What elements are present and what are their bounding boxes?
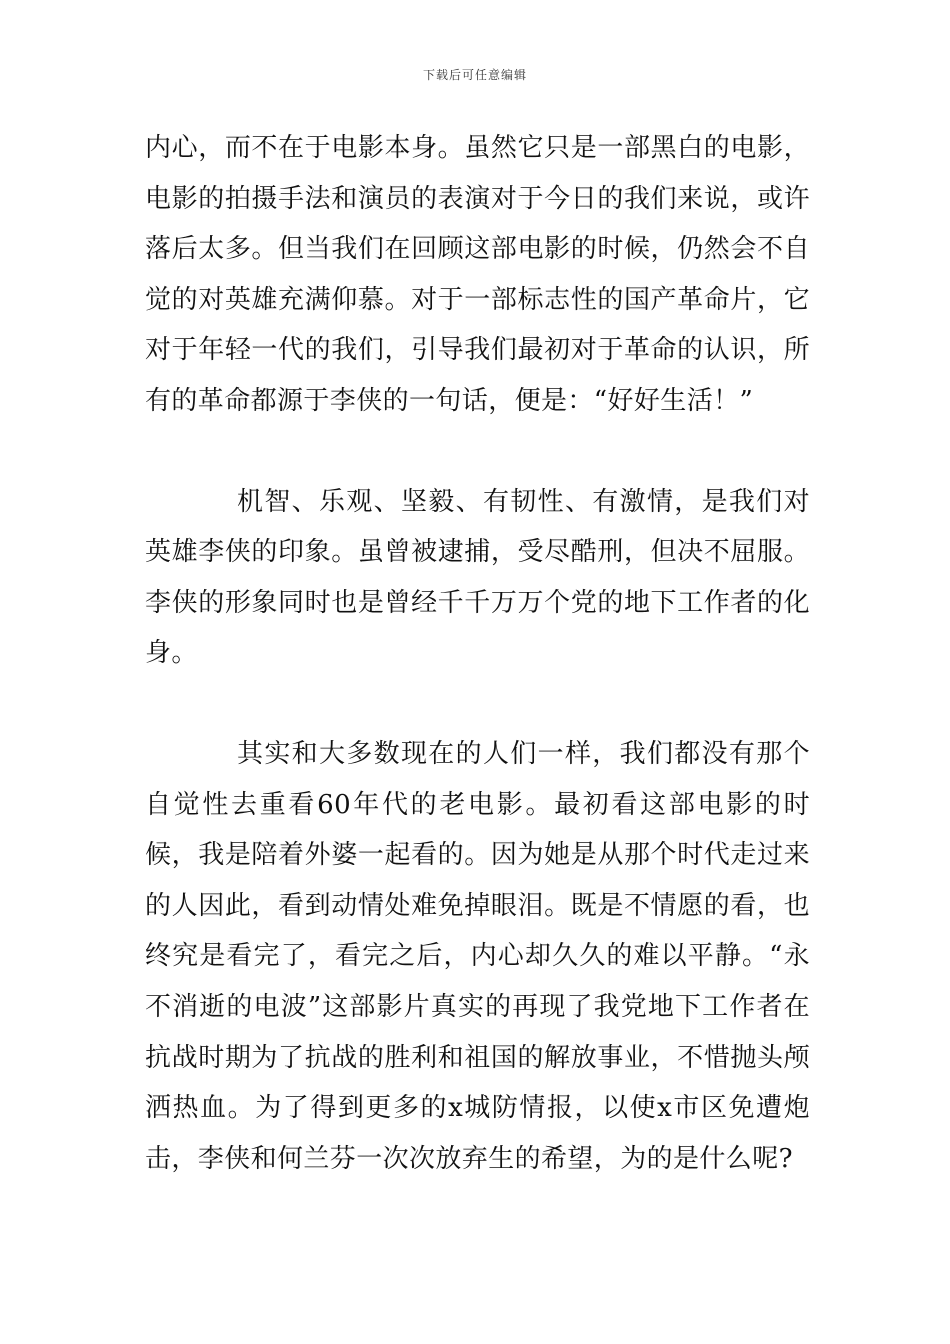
paragraph-1: 内心，而不在于电影本身。虽然它只是一部黑白的电影，电影的拍摄手法和演员的表演对于今日的我们来说，或许落后太多。但当我们在回顾这部电影的时候，仍然会不自觉的对英雄充满仰慕。对于一部标志性的国产革命片，它对于年轻一代的我们，引导我们最初对于革命的认识，所有的革命都源于李侠的一句话，便是：“好好生活！” xyxy=(145,133,810,416)
paragraph-gap xyxy=(145,679,810,729)
paragraph-2: 机智、乐观、坚毅、有韧性、有激情，是我们对英雄李侠的印象。虽曾被逮捕，受尽酷刑，但决不屈服。李侠的形象同时也是曾经千千万万个党的地下工作者的化身。 xyxy=(145,486,810,669)
document-body xyxy=(145,123,810,1184)
paragraph-gap xyxy=(145,427,810,477)
paragraph-3: 其实和大多数现在的人们一样，我们都没有那个自觉性去重看60年代的老电影。最初看这部电影的时候，我是陪着外婆一起看的。因为她是从那个时代走过来的人因此，看到动情处难免掉眼泪。既是不情愿的看，也终究是看完了，看完之后，内心却久久的难以平静。“永不消逝的电波”这部影片真实的再现了我党地下工作者在抗战时期为了抗战的胜利和祖国的解放事业，不惜抛头颅洒热血。为了得到更多的x城防情报，以使x市区免遭炮击，李侠和何兰芬一次次放弃生的希望，为的是什么呢? xyxy=(145,738,810,1174)
page-header: 下载后可任意编辑 xyxy=(422,68,527,82)
